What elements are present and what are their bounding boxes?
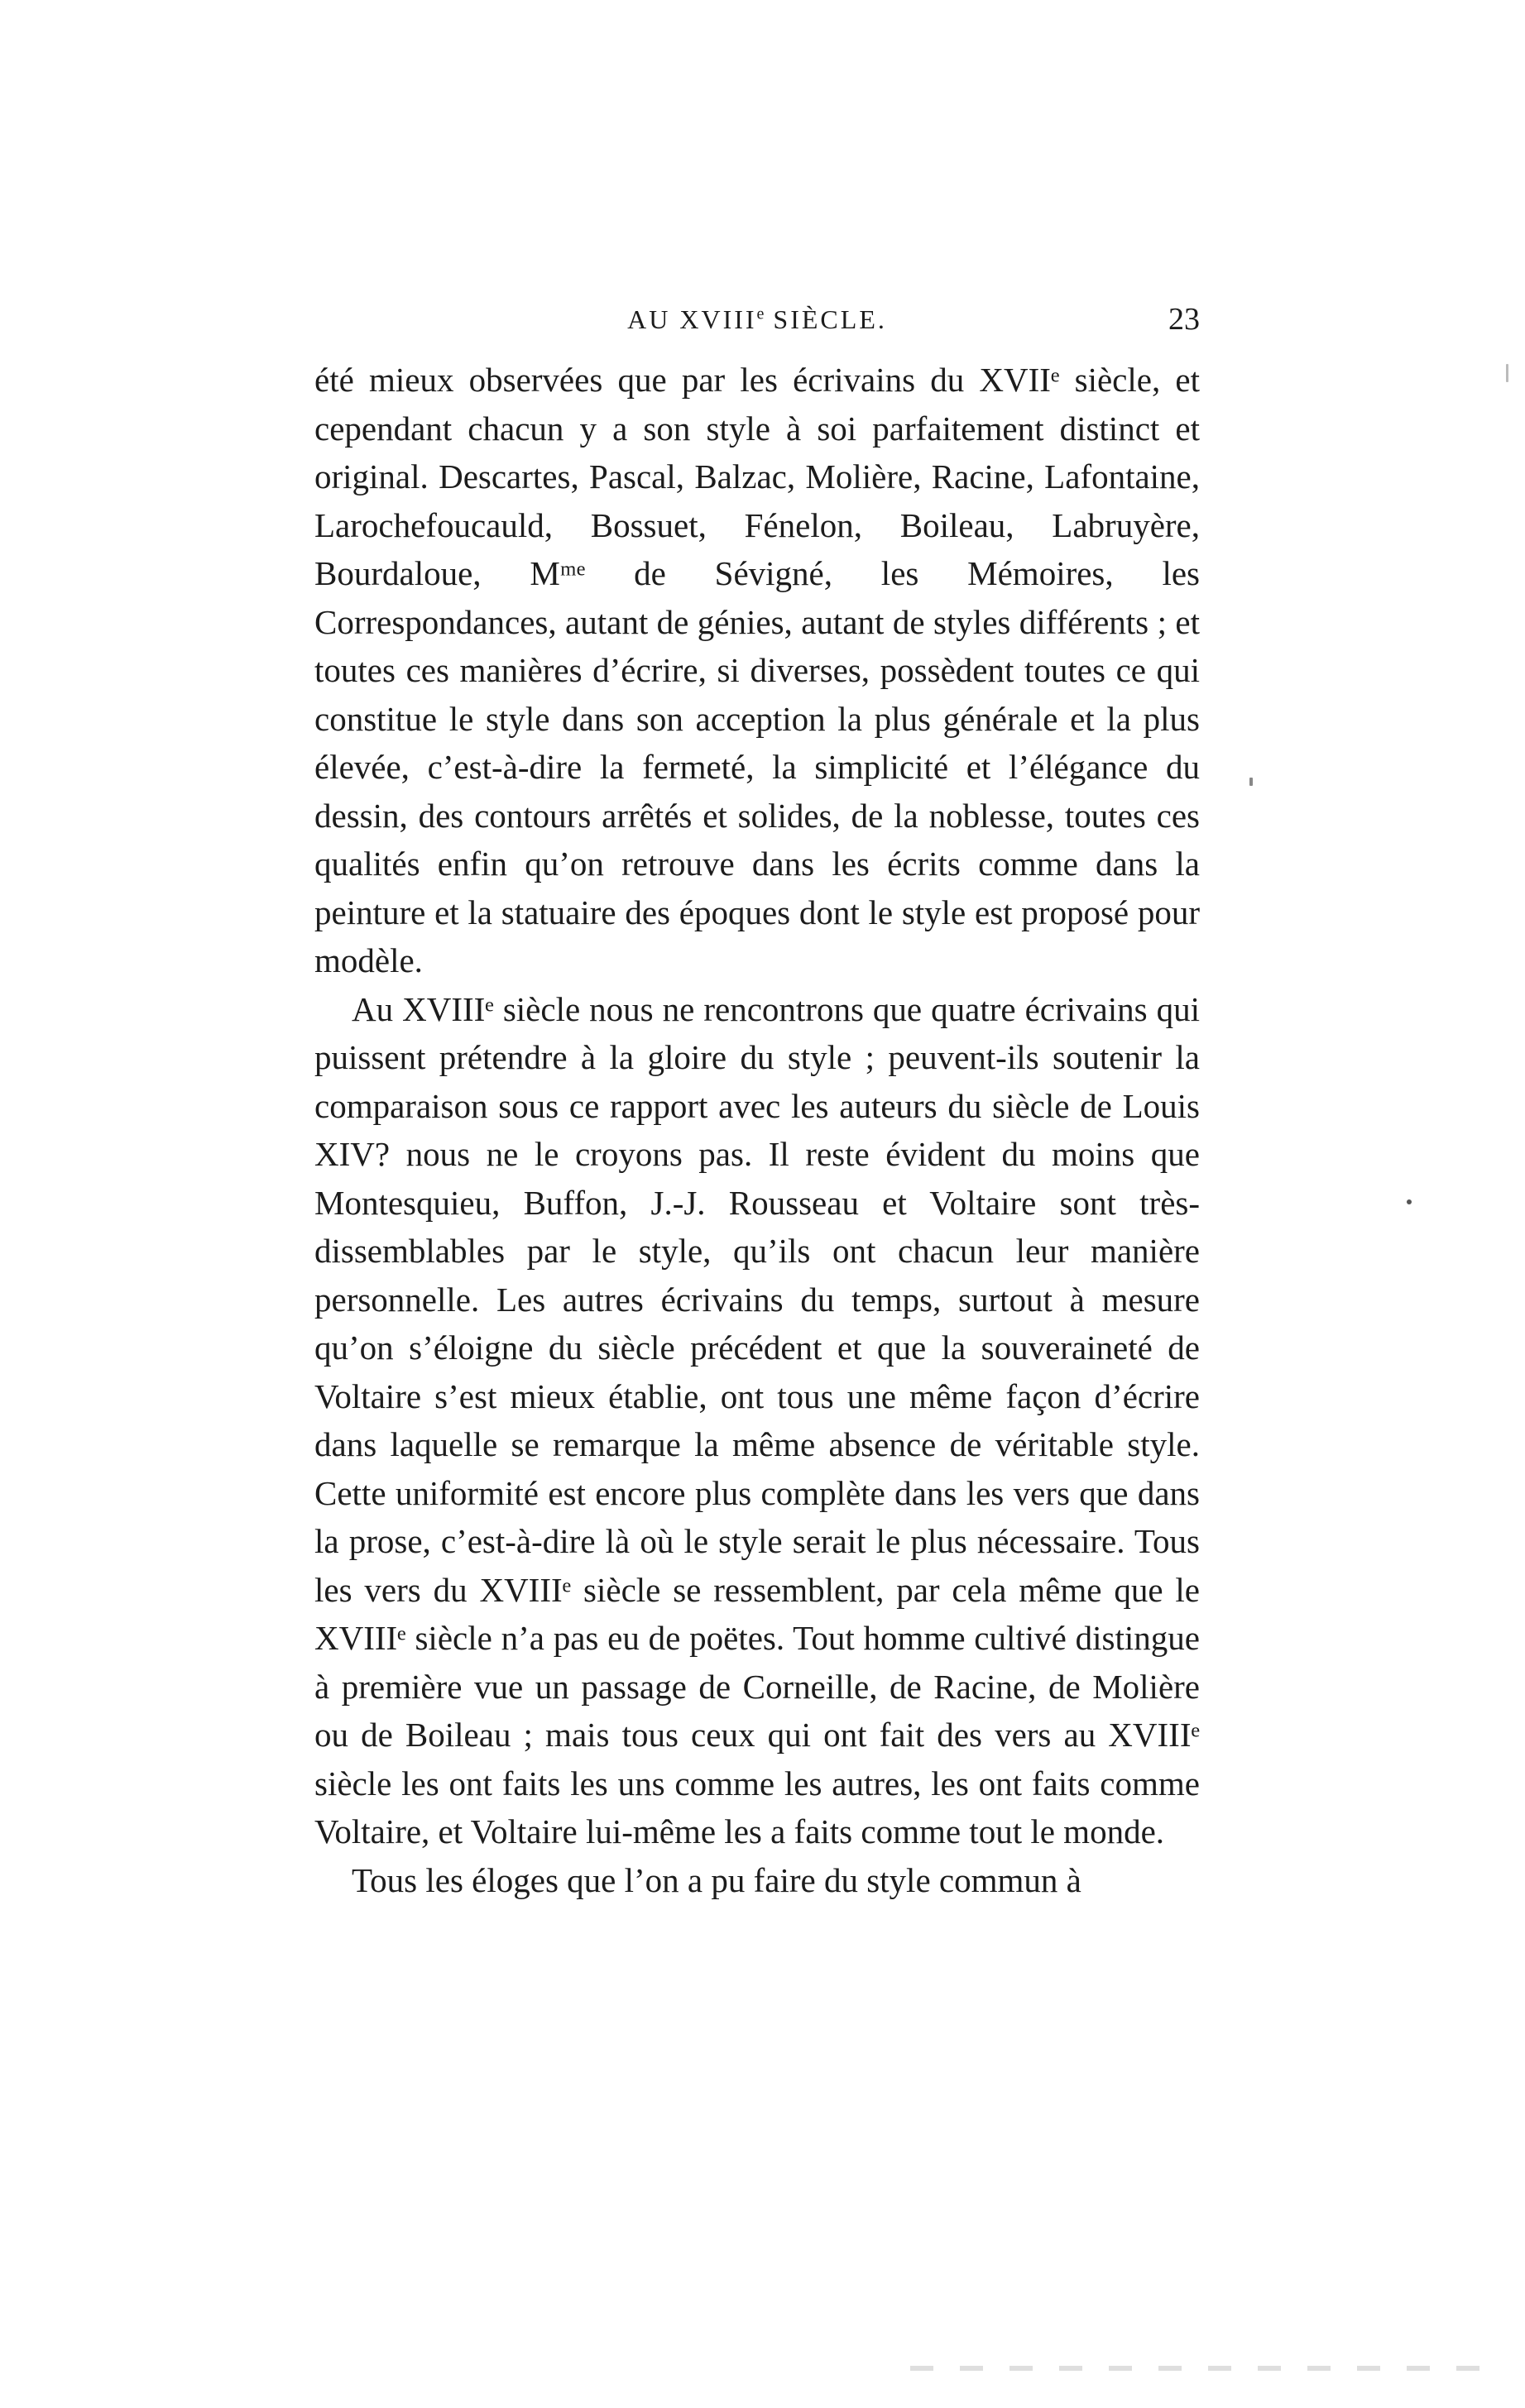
bottom-edge-marks (910, 2366, 1489, 2371)
running-title-prefix: AU XVIII (627, 304, 757, 334)
page-header (314, 304, 1200, 351)
running-title-superscript: e (756, 304, 765, 323)
page-number: 23 (1168, 302, 1200, 337)
body-text (314, 356, 1200, 1904)
running-title-suffix: SIÈCLE. (764, 304, 887, 334)
paragraph-xviii-century-writers: Au XVIIIᵉ siècle nous ne rencontrons que quatre écrivains qui puissent prétendre à la gloire du style ; peuvent-ils soutenir la comparaison sous ce rapport avec les auteurs du siècle de Louis XIV? nous ne le croyons pas. Il reste évident du moins que Montesquieu, Buffon, J.-J. Rousseau et Voltaire sont très-dissemblables par le style, qu’ils ont chacun leur manière personnelle. Les autres écrivains du temps, surtout à mesure qu’on s’éloigne du siècle précédent et que la souveraineté de Voltaire s’est mieux établie, ont tous une même façon d’écrire dans laquelle se remarque la même absence de véritable style. Cette uniformité est encore plus complète dans les vers que dans la prose, c’est-à-dire là où le style serait le plus nécessaire. Tous les vers du XVIIIᵉ siècle se ressemblent, par cela même que le XVIIIᵉ siècle n’a pas eu de poëtes. Tout homme cultivé distingue à première vue un passage de Corneille, de Racine, de Molière ou de Boileau ; mais tous ceux qui ont fait des vers au XVIIIᵉ siècle les ont faits les uns comme les autres, les ont faits comme Voltaire, et Voltaire lui-même les a faits comme tout le monde. (314, 989, 1200, 1850)
running-title (314, 304, 1200, 335)
paragraph-continuation: été mieux observées que par les écrivains du XVIIᵉ siècle, et cependant chacun y a son style à soi parfaitement distinct et original. Descartes, Pascal, Balzac, Molière, Racine, Lafontaine, Larochefoucauld, Bossuet, Fénelon, Boileau, Labruyère, Bourdaloue, Mᵐᵉ de Sévigné, les Mémoires, les Correspondances, autant de génies, autant de styles différents ; et toutes ces manières d’écrire, si diverses, possèdent toutes ce qui constitue le style dans son acception la plus générale et la plus élevée, c’est-à-dire la fermeté, la simplicité et l’élégance du dessin, des contours arrêtés et solides, de la noblesse, toutes ces qualités enfin qu’on retrouve dans les écrits comme dans la peinture et la statuaire des époques dont le style est proposé pour modèle. (314, 361, 1200, 979)
paragraph-final-fragment: Tous les éloges que l’on a pu faire du style commun à (352, 1860, 1081, 1899)
